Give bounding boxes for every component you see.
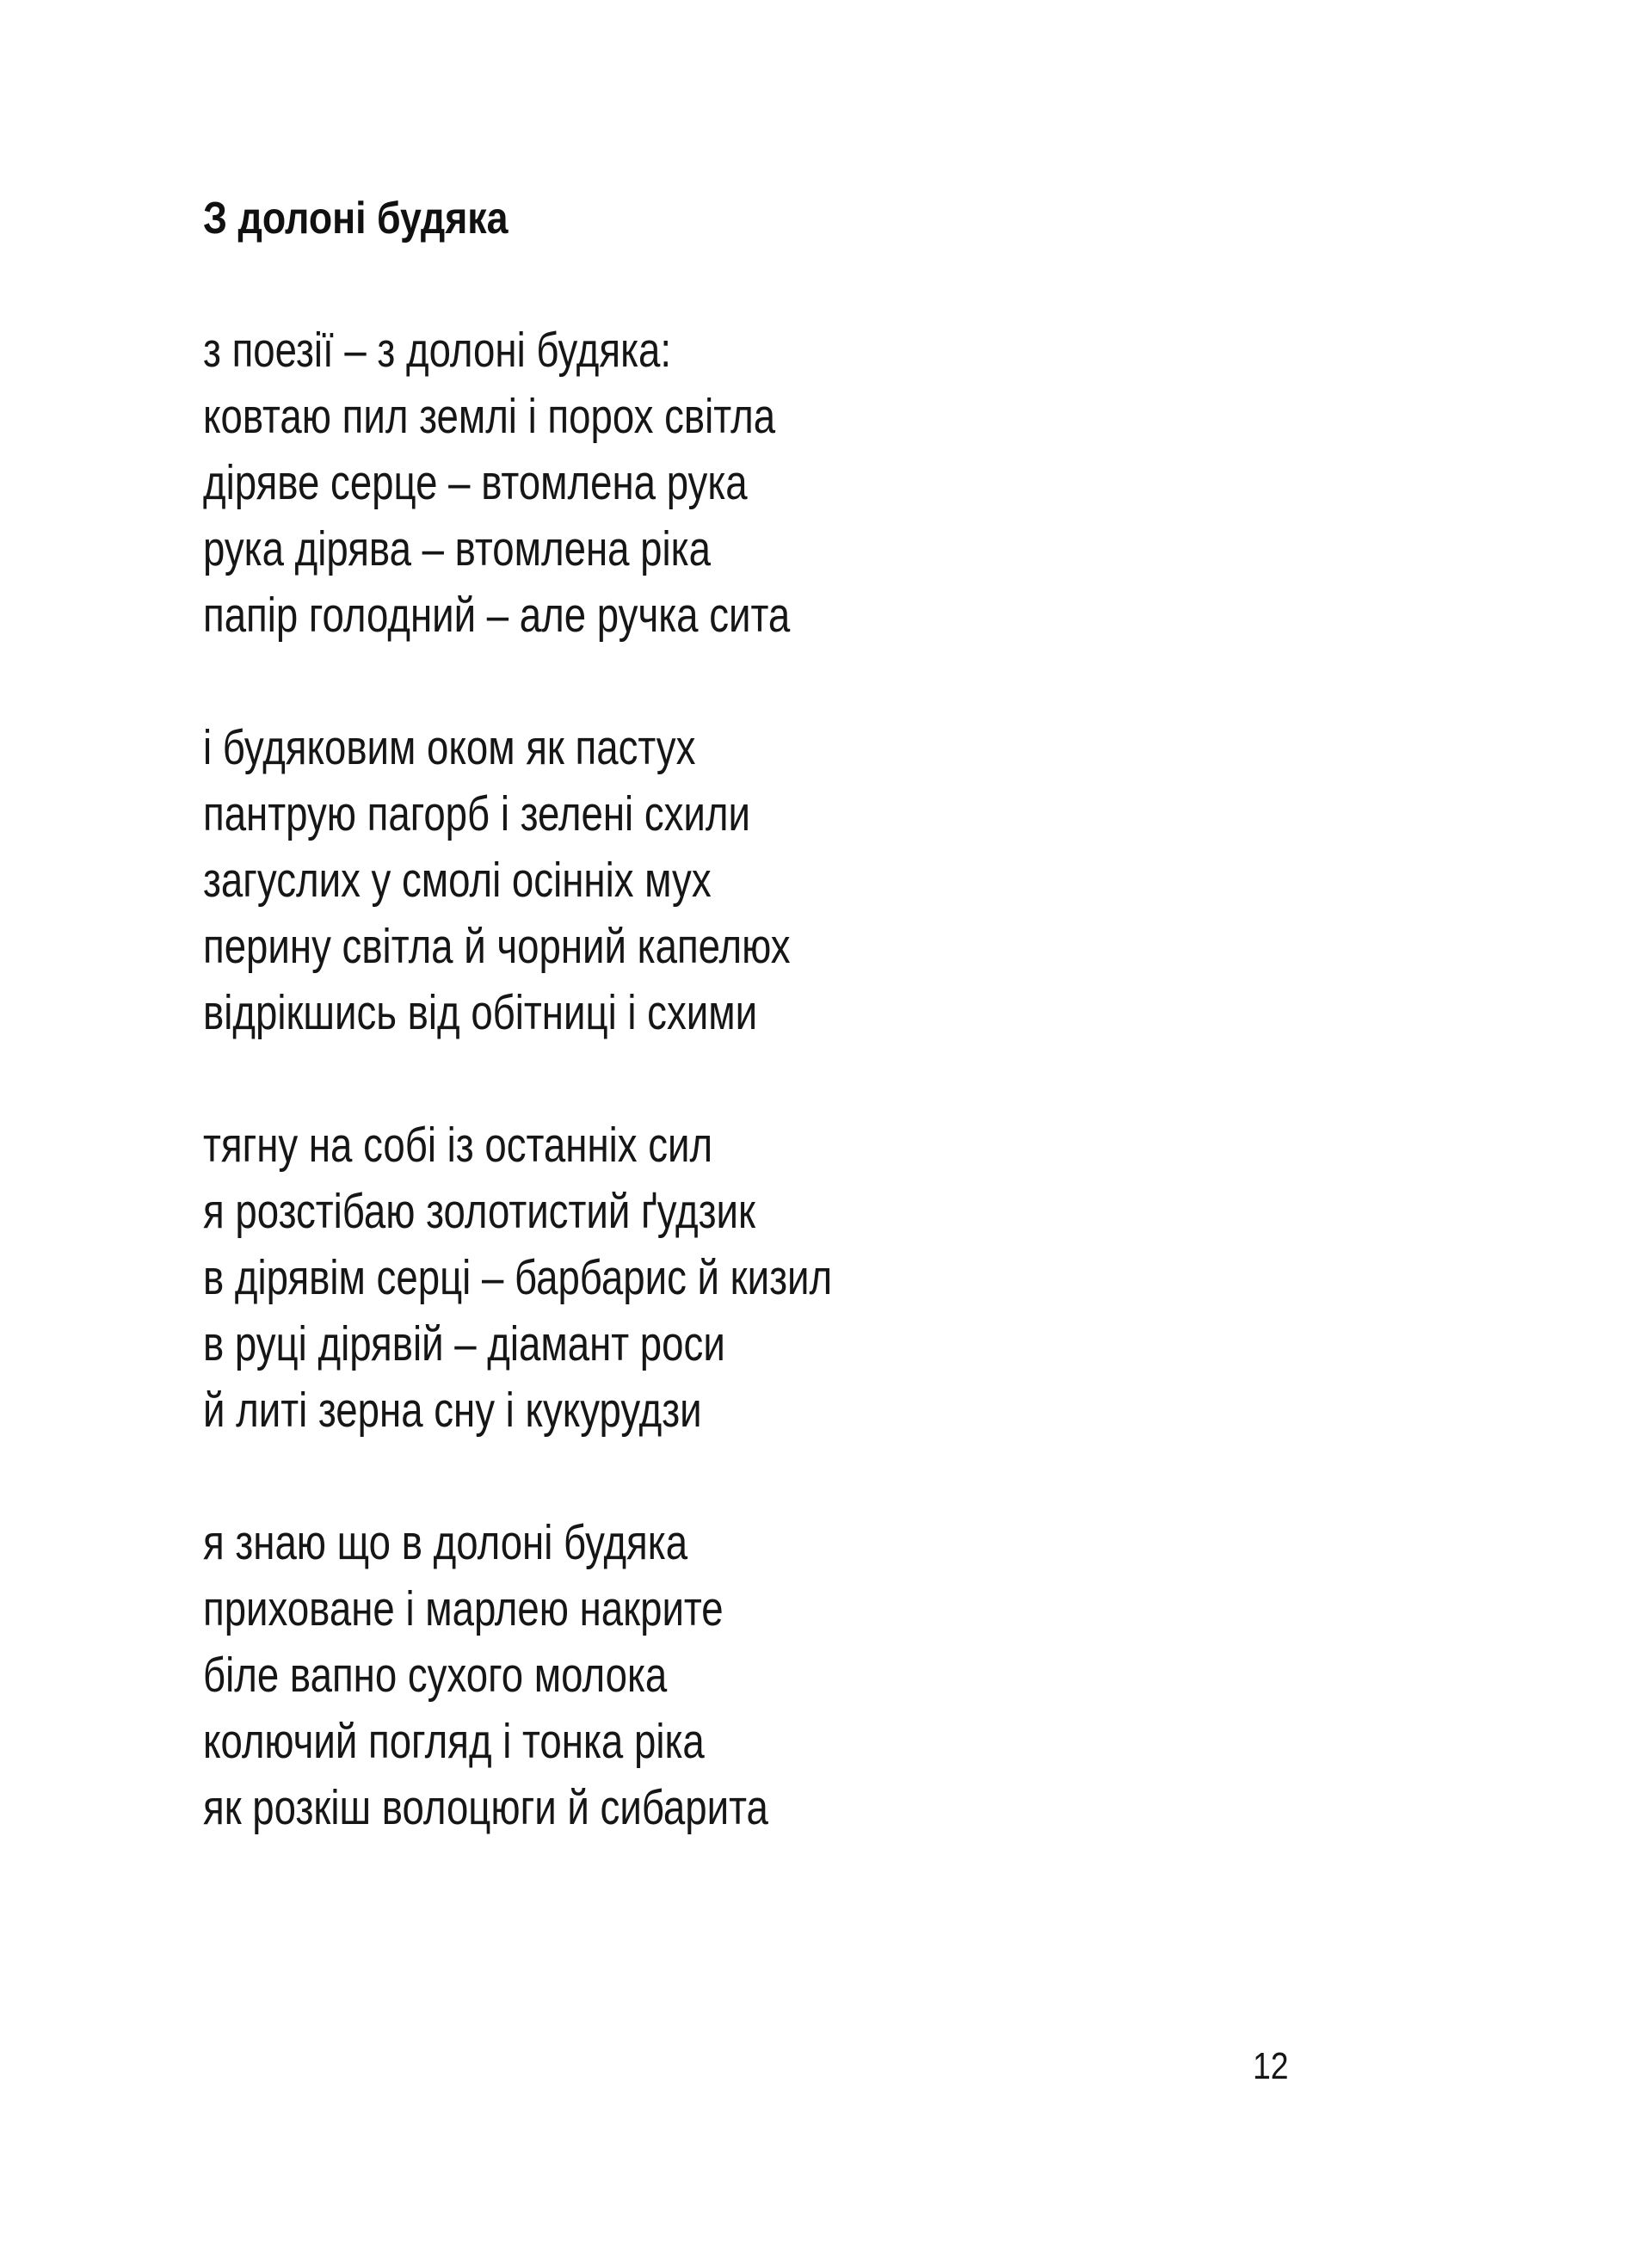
poem-title: З долоні будяка: [203, 194, 509, 243]
poem-line: рука дірява – втомлена ріка: [203, 521, 711, 576]
poem-line: тягну на собі із останніх сил: [203, 1118, 713, 1173]
poem-line: колючий погляд і тонка ріка: [203, 1714, 705, 1769]
poem-line: в руці дірявій – діамант роси: [203, 1316, 725, 1371]
poem-line: ковтаю пил землі і порох світла: [203, 389, 776, 444]
poem-line: загуслих у смолі осінніх мух: [203, 853, 712, 908]
poem-line: в дірявім серці – барбарис й кизил: [203, 1250, 833, 1305]
poem-line: діряве серце – втомлена рука: [203, 455, 748, 510]
stanza-2: [203, 715, 832, 1046]
poem-line: приховане і марлею накрите: [203, 1581, 724, 1636]
poem-line: з поезії – з долоні будяка:: [203, 323, 672, 378]
stanza-4: [203, 1510, 832, 1841]
poem-line: пантрую пагорб і зелені схили: [203, 786, 750, 841]
poem-line: я розстібаю золотистий ґудзик: [203, 1184, 755, 1239]
poem-line: я знаю що в долоні будяка: [203, 1515, 688, 1570]
poem-line: як розкіш волоцюги й сибарита: [203, 1780, 768, 1835]
poem-line: й литі зерна сну і кукурудзи: [203, 1383, 702, 1438]
poem-line: відрікшись від обітниці і схими: [203, 985, 758, 1040]
stanza-3: [203, 1112, 832, 1444]
poem-line: перину світла й чорний капелюх: [203, 919, 791, 974]
stanza-1: [203, 317, 832, 649]
page-number: 12: [1253, 2045, 1289, 2087]
poem-line: папір голодний – але ручка сита: [203, 588, 791, 643]
poem-body: [203, 317, 832, 1907]
poem-line: і будяковим оком як пастух: [203, 720, 696, 775]
poem-line: біле вапно сухого молока: [203, 1648, 668, 1703]
